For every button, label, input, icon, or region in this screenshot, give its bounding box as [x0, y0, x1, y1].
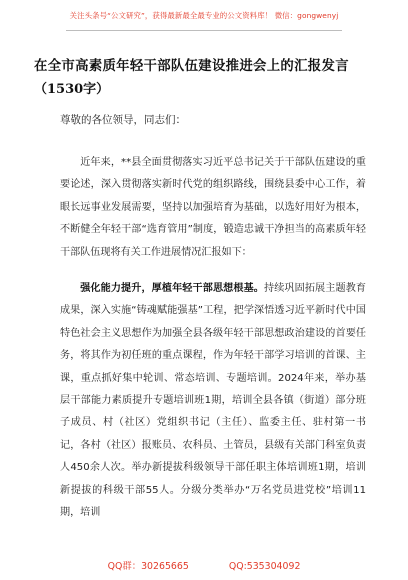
- document-title: 在全市高素质年轻干部队伍建设推进会上的汇报发言: [34, 58, 349, 74]
- paragraph-intro: [60, 152, 366, 264]
- footer: [0, 558, 408, 572]
- footer-qq: QQ:535304092: [228, 561, 301, 572]
- top-banner: 关注头条号“公文研究”，获得最新最全最专业的公文资料库！ 微信：gongwenyj: [69, 11, 339, 20]
- paragraph-capability: [60, 278, 366, 524]
- paragraph-text: 近年来，**县全面贯彻落实习近平总书记关于干部队伍建设的重要论述，深入贯彻落实新时代党的组织路线，围绕县委中心工作，着眼长远事业发展需要，坚持以加强培育为基础，以选好用好为根本，不断健全年轻干部“选育管用”制度，锻造忠诚干净担当的高素质年轻干部队伍现将有关工作进展情况汇报如下：: [60, 157, 366, 258]
- salutation: 尊敬的各位领导，同志们：: [60, 114, 186, 126]
- footer-qq-group: QQ群：30265665: [107, 561, 189, 572]
- header-divider: [66, 30, 342, 31]
- paragraph-text: 持续巩固拓展主题教育成果，深入实施“铸魂赋能强基”工程，把学深悟透习近平新时代中国特色社会主义思想作为加强全县各级年轻干部思想政治建设的首要任务，将其作为初任班的重点课程，作为年轻干部学习培训的首课、主课，重点抓好集中轮训、常态培训、专题培训。2024年来，举办基层干部能力素质提升专题培训班1期，培训全县各镇（街道）部分班子成员、村（社区）党组织书记（主任）、监委主任、驻村第一书记，各村（社区）报账员、农科员、土管员，县级有关部门科室负责人450余人次。举办新提拔科级领导干部任职主体培训班1期，培训新提拔的科级干部55人。分级分类举办“万名党员进党校”培训11期，培训: [60, 283, 366, 519]
- paragraph-lead: 强化能力提升，厚植年轻干部思想根基。: [80, 283, 264, 295]
- word-count: （1530字）: [34, 82, 110, 97]
- document-body: [60, 152, 366, 525]
